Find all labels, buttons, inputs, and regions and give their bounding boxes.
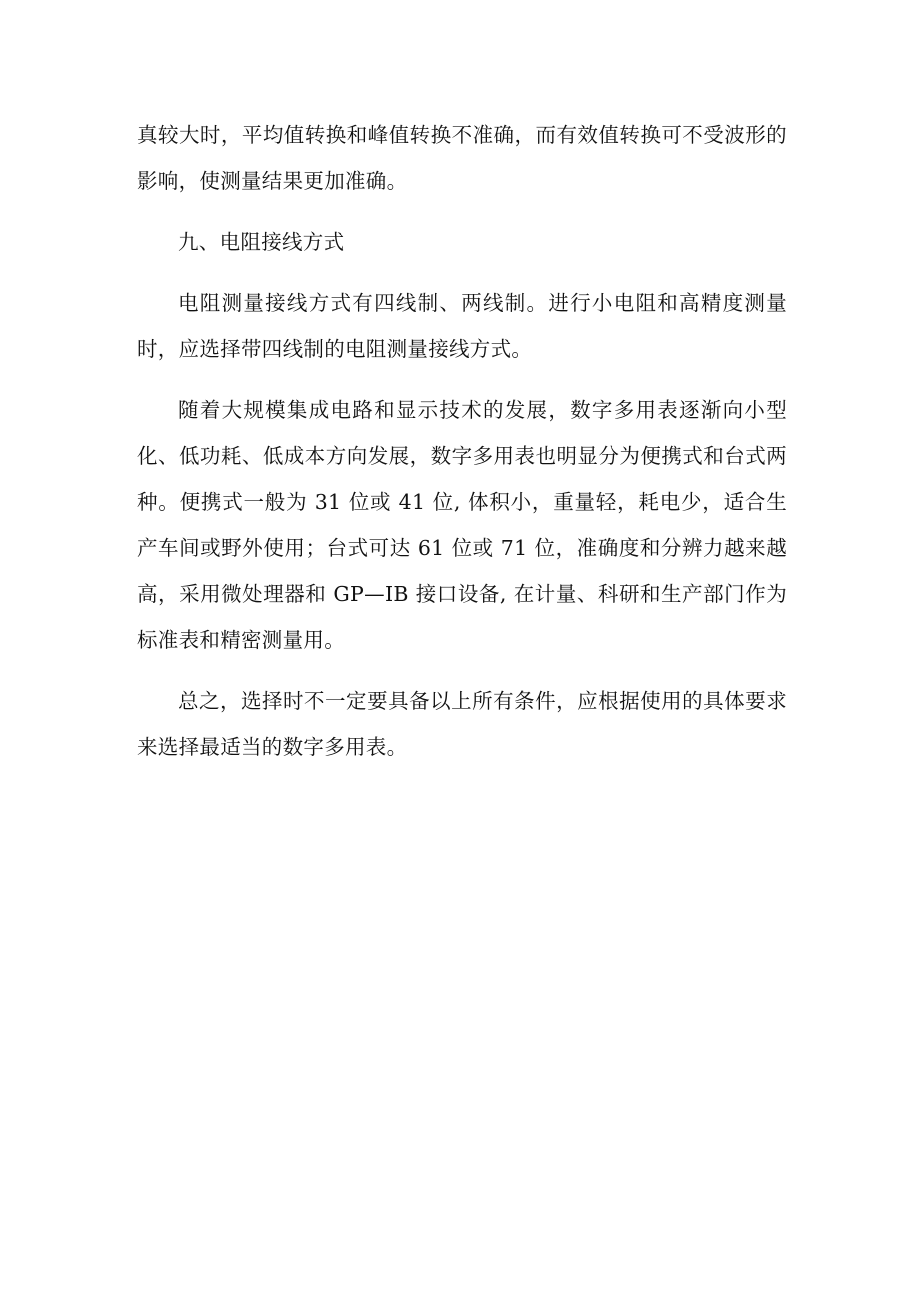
paragraph-waveform-conversion: 真较大时，平均值转换和峰值转换不准确，而有效值转换可不受波形的影响，使测量结果更加准确。 — [137, 123, 787, 193]
section-heading-resistance-wiring: 九、电阻接线方式 — [178, 230, 345, 254]
paragraph-conclusion: 总之，选择时不一定要具备以上所有条件，应根据使用的具体要求来选择最适当的数字多用表。 — [137, 689, 787, 759]
paragraph-resistance-wiring: 电阻测量接线方式有四线制、两线制。进行小电阻和高精度测量时，应选择带四线制的电阻测量接线方式。 — [137, 291, 787, 361]
document-body — [137, 112, 787, 785]
paragraph-multimeter-development: 随着大规模集成电路和显示技术的发展，数字多用表逐渐向小型化、低功耗、低成本方向发展，数字多用表也明显分为便携式和台式两种。便携式一般为 31 位或 41 位, 体积小，重量轻，耗电少，适合生产车间或野外使用；台式可达 61 位或 71 位，准确度和分辨力越来越高，采用微处理器和 GP—IB 接口设备, 在计量、科研和生产部门作为标准表和精密测量用。 — [137, 398, 787, 652]
